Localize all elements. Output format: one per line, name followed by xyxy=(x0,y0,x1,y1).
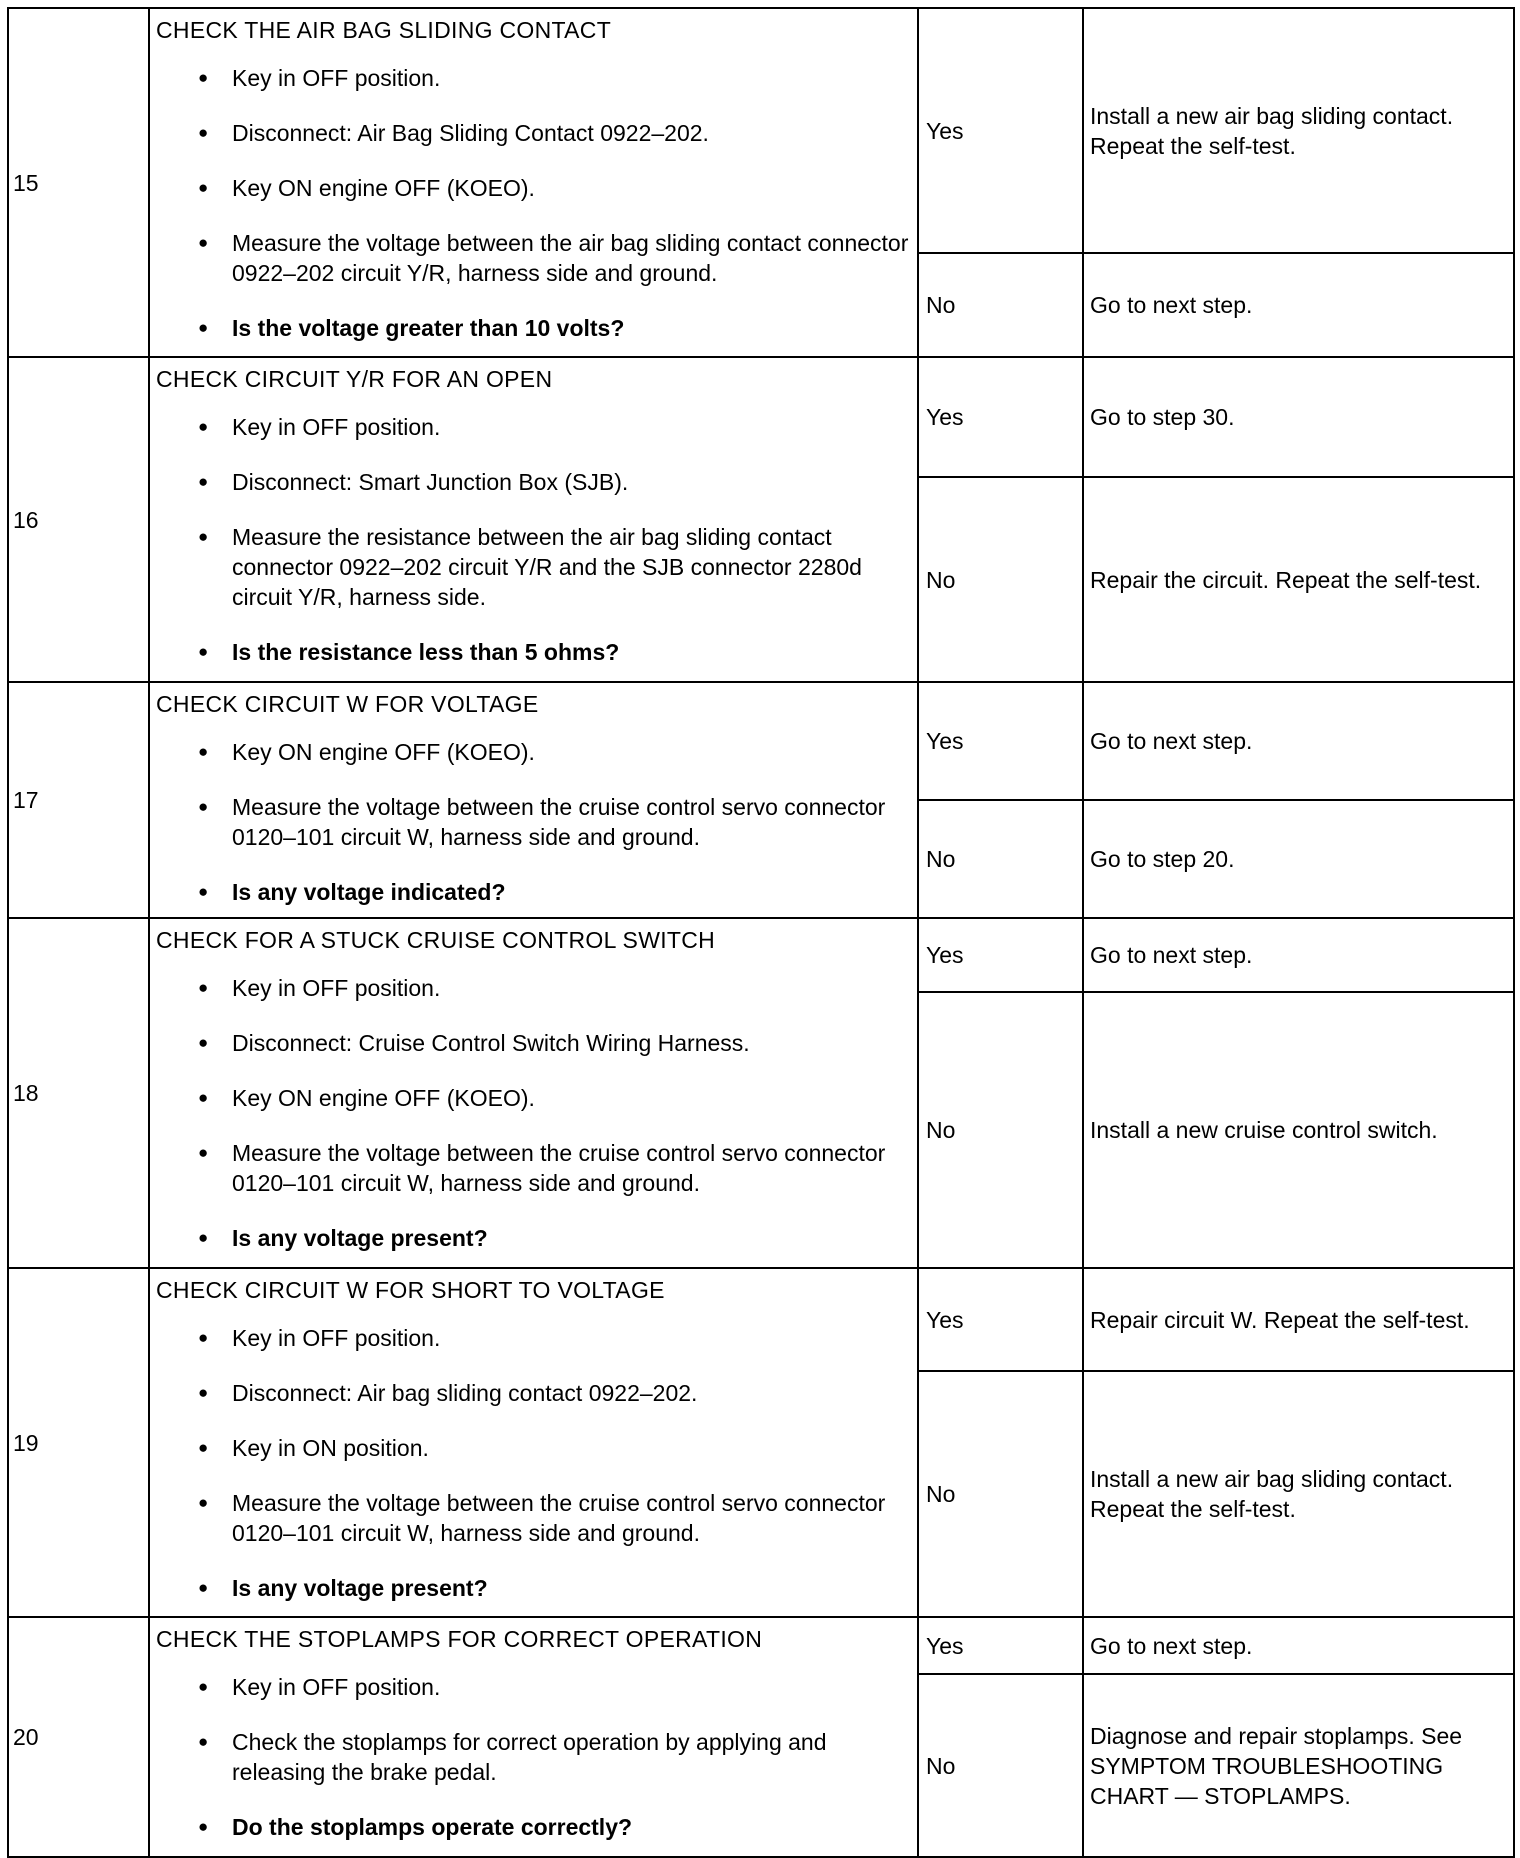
step-procedure xyxy=(149,918,918,1268)
step-question: ● Do the stoplamps operate correctly? xyxy=(198,1812,909,1842)
step-action: ● Key ON engine OFF (KOEO). xyxy=(198,737,909,767)
no-action: Install a new air bag sliding contact. Repeat the self-test. xyxy=(1083,1371,1514,1617)
step-procedure xyxy=(149,8,918,357)
step-number: 19 xyxy=(8,1268,149,1617)
step-title: CHECK THE STOPLAMPS FOR CORRECT OPERATION xyxy=(156,1626,763,1652)
answer-yes: Yes xyxy=(918,357,1083,477)
step-action: ● Disconnect: Cruise Control Switch Wiring Harness. xyxy=(198,1028,909,1058)
step-question: ● Is any voltage present? xyxy=(198,1573,909,1603)
step-action: ● Disconnect: Air bag sliding contact 0922–202. xyxy=(198,1378,909,1408)
step-action: ● Key in ON position. xyxy=(198,1433,909,1463)
step-action-list xyxy=(156,737,909,907)
step-procedure xyxy=(149,1617,918,1857)
yes-action: Install a new air bag sliding contact. Repeat the self-test. xyxy=(1083,8,1514,253)
step-question: ● Is the voltage greater than 10 volts? xyxy=(198,313,909,343)
step-question: ● Is any voltage indicated? xyxy=(198,877,909,907)
no-action: Go to step 20. xyxy=(1083,800,1514,918)
yes-action: Go to next step. xyxy=(1083,1617,1514,1674)
step-question: ● Is the resistance less than 5 ohms? xyxy=(198,637,909,667)
yes-action: Go to step 30. xyxy=(1083,357,1514,477)
yes-action: Repair circuit W. Repeat the self-test. xyxy=(1083,1268,1514,1371)
step-action: ● Key in OFF position. xyxy=(198,63,909,93)
step-number: 17 xyxy=(8,682,149,918)
step-action: ● Check the stoplamps for correct operation by applying and releasing the brake pedal. xyxy=(198,1727,909,1787)
step-action-list xyxy=(156,973,909,1253)
step-action: ● Key ON engine OFF (KOEO). xyxy=(198,173,909,203)
no-action: Go to next step. xyxy=(1083,253,1514,357)
step-action: ● Measure the voltage between the air bag sliding contact connector 0922–202 circuit Y/R, harness side and ground. xyxy=(198,228,909,288)
step-question: ● Is any voltage present? xyxy=(198,1223,909,1253)
answer-no: No xyxy=(918,992,1083,1268)
no-action: Install a new cruise control switch. xyxy=(1083,992,1514,1268)
step-title: CHECK CIRCUIT W FOR SHORT TO VOLTAGE xyxy=(156,1277,665,1303)
step-action: ● Key in OFF position. xyxy=(198,973,909,1003)
yes-action: Go to next step. xyxy=(1083,918,1514,992)
answer-yes: Yes xyxy=(918,1268,1083,1371)
step-action-list xyxy=(156,1323,909,1603)
step-row-yes xyxy=(8,1268,1514,1371)
step-action: ● Measure the voltage between the cruise control servo connector 0120–101 circuit W, harness side and ground. xyxy=(198,1488,909,1548)
step-row-yes xyxy=(8,918,1514,992)
step-procedure xyxy=(149,682,918,918)
step-number: 16 xyxy=(8,357,149,682)
step-action-list xyxy=(156,412,909,667)
answer-no: No xyxy=(918,1674,1083,1857)
step-title: CHECK THE AIR BAG SLIDING CONTACT xyxy=(156,17,612,43)
step-number: 15 xyxy=(8,8,149,357)
step-row-yes xyxy=(8,357,1514,477)
answer-no: No xyxy=(918,253,1083,357)
step-title: CHECK CIRCUIT Y/R FOR AN OPEN xyxy=(156,366,553,392)
yes-action: Go to next step. xyxy=(1083,682,1514,800)
step-row-yes xyxy=(8,8,1514,253)
step-action: ● Key in OFF position. xyxy=(198,1323,909,1353)
step-action-list xyxy=(156,63,909,343)
step-action-list xyxy=(156,1672,909,1842)
step-action: ● Key in OFF position. xyxy=(198,412,909,442)
step-title: CHECK CIRCUIT W FOR VOLTAGE xyxy=(156,691,539,717)
step-procedure xyxy=(149,357,918,682)
step-row-yes xyxy=(8,682,1514,800)
step-procedure xyxy=(149,1268,918,1617)
step-action: ● Key ON engine OFF (KOEO). xyxy=(198,1083,909,1113)
answer-no: No xyxy=(918,1371,1083,1617)
no-action: Diagnose and repair stoplamps. See SYMPTOM TROUBLESHOOTING CHART — STOPLAMPS. xyxy=(1083,1674,1514,1857)
step-action: ● Key in OFF position. xyxy=(198,1672,909,1702)
answer-yes: Yes xyxy=(918,682,1083,800)
step-number: 18 xyxy=(8,918,149,1268)
step-action: ● Disconnect: Air Bag Sliding Contact 0922–202. xyxy=(198,118,909,148)
step-action: ● Disconnect: Smart Junction Box (SJB). xyxy=(198,467,909,497)
diagnostic-table-container xyxy=(7,7,1513,1858)
answer-yes: Yes xyxy=(918,1617,1083,1674)
answer-no: No xyxy=(918,800,1083,918)
answer-no: No xyxy=(918,477,1083,682)
step-action: ● Measure the resistance between the air bag sliding contact connector 0922–202 circuit Y/R and the SJB connector 2280d circuit Y/R, harness side. xyxy=(198,522,909,612)
answer-yes: Yes xyxy=(918,918,1083,992)
step-row-yes xyxy=(8,1617,1514,1674)
diagnostic-steps-table xyxy=(7,7,1515,1858)
step-action: ● Measure the voltage between the cruise control servo connector 0120–101 circuit W, harness side and ground. xyxy=(198,1138,909,1198)
no-action: Repair the circuit. Repeat the self-test. xyxy=(1083,477,1514,682)
step-title: CHECK FOR A STUCK CRUISE CONTROL SWITCH xyxy=(156,927,716,953)
step-action: ● Measure the voltage between the cruise control servo connector 0120–101 circuit W, harness side and ground. xyxy=(198,792,909,852)
answer-yes: Yes xyxy=(918,8,1083,253)
step-number: 20 xyxy=(8,1617,149,1857)
